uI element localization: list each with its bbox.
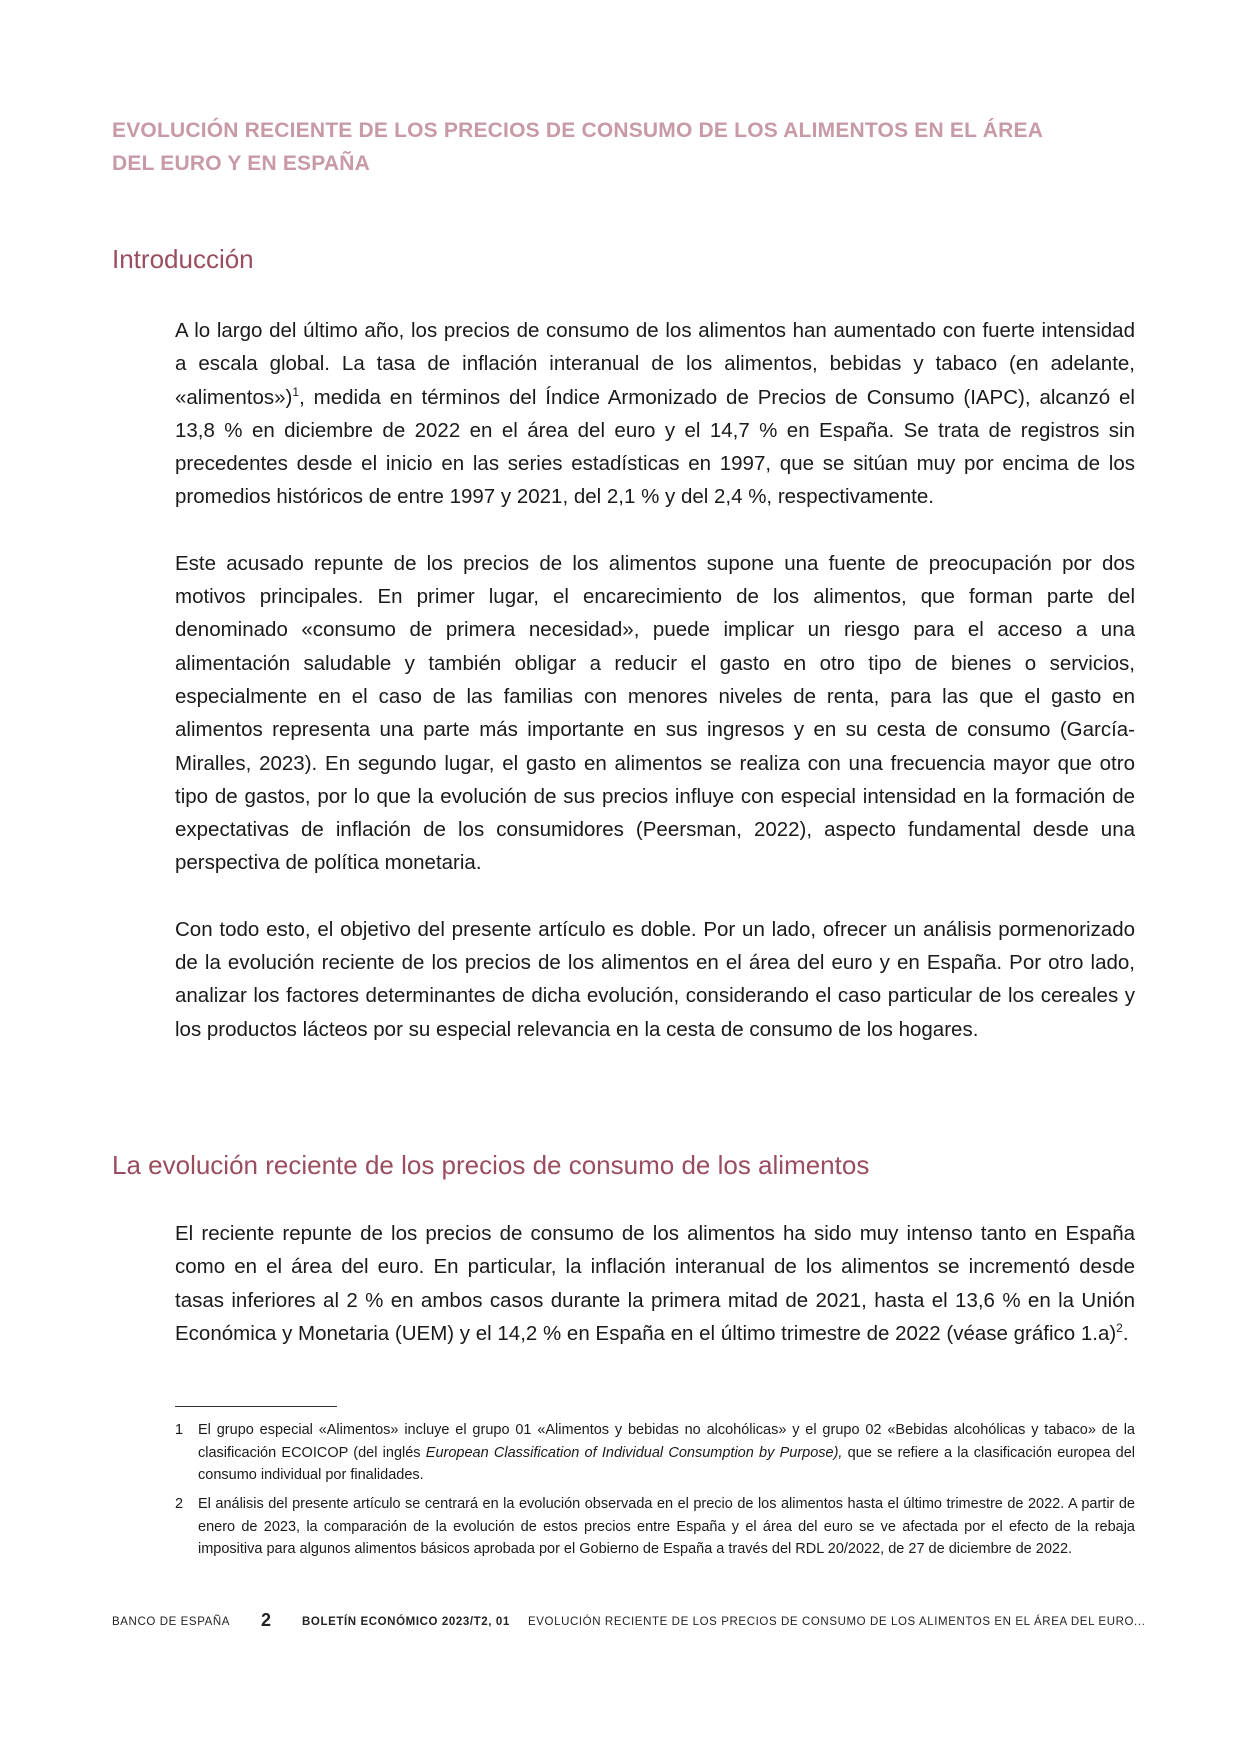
intro-body: [175, 314, 1135, 1046]
footer-issue: BOLETÍN ECONÓMICO 2023/T2, 01: [302, 1616, 510, 1628]
footer-running-title: EVOLUCIÓN RECIENTE DE LOS PRECIOS DE CONSUMO DE LOS ALIMENTOS EN EL ÁREA DEL EURO...: [528, 1616, 1146, 1628]
footnote-text: El análisis del presente artículo se centrará en la evolución observada en el precio de los alimentos hasta el último trimestre de 2022. A partir de enero de 2023, la comparación de la evolución de estos precios entre España y el área del euro se ve afectada por el efecto de la rebaja impositiva para algunos alimentos básicos aprobada por el Gobierno de España a través del RDL 20/2022, de 27 de diciembre de 2022.: [198, 1496, 1135, 1557]
section-title-evolucion: La evolución reciente de los precios de consumo de los alimentos: [112, 1150, 870, 1180]
paragraph: Con todo esto, el objetivo del presente artículo es doble. Por un lado, ofrecer un análisis pormenorizado de la evolución reciente de los precios de los alimentos en el área del euro y en España. Por otro lado, analizar los factores determinantes de dicha evolución, considerando el caso particular de los cereales y los productos lácteos por su especial relevancia en la cesta de consumo de los hogares.: [175, 917, 1135, 1041]
paragraph-text: , medida en términos del Índice Armonizado de Precios de Consumo (IAPC), alcanzó el 13,8 % en diciembre de 2022 en el área del euro y el 14,7 % en España. Se trata de registros sin precedentes desde el inicio en las series estadísticas en 1997, que se sitúan muy por encima de los promedios históricos de entre 1997 y 2021, del 2,1 % y del 2,4 %, respectivamente.: [175, 385, 1135, 509]
page-number: 2: [261, 1610, 272, 1630]
footnote-number: 1: [175, 1422, 184, 1438]
evolucion-body: [175, 1217, 1135, 1350]
kicker-line-1: EVOLUCIÓN RECIENTE DE LOS PRECIOS DE CONSUMO DE LOS ALIMENTOS EN EL ÁREA: [112, 119, 1044, 142]
paragraph: [175, 314, 1135, 514]
footnote-ref[interactable]: 2: [1116, 1321, 1123, 1336]
section-title-introduccion: Introducción: [112, 244, 254, 274]
footnote-1: [175, 1419, 1135, 1487]
footnote-2: [175, 1493, 1135, 1561]
paragraph-text: El reciente repunte de los precios de consumo de los alimentos ha sido muy intenso tanto en España como en el área del euro. En particular, la inflación interanual de los alimentos se incrementó desde tasas inferiores al 2 % en ambos casos durante la primera mitad de 2021, hasta el 13,6 % en la Unión Económica y Monetaria (UEM) y el 14,2 % en España en el último trimestre de 2022 (véase gráfico 1.a): [175, 1222, 1135, 1345]
footnote-number: 2: [175, 1496, 184, 1512]
footer-institution: BANCO DE ESPAÑA: [112, 1616, 231, 1628]
paragraph-text: A lo largo del último año, los precios de consumo de los alimentos han aumentado con fuerte intensidad a escala global. La tasa de inflación interanual de los alimentos, bebidas y tabaco (en adelante, «alimentos»): [175, 319, 1135, 409]
paragraph-text: .: [1122, 1321, 1129, 1345]
footnote-divider: [175, 1406, 337, 1407]
page-footer: [112, 1610, 1146, 1634]
kicker-line-2: DEL EURO Y EN ESPAÑA: [112, 152, 371, 175]
footnote-italic-term: European Classification of Individual Consumption by Purpose),: [425, 1444, 843, 1461]
article-kicker-title: [112, 114, 1132, 180]
footnote-ref[interactable]: 1: [292, 384, 300, 399]
paragraph: [175, 1217, 1135, 1350]
footnote-text: [198, 1419, 1135, 1487]
footnote-text-part: que se refiere a la clasificación europea del consumo individual por finalidades.: [198, 1444, 1135, 1483]
paragraph: Este acusado repunte de los precios de los alimentos supone una fuente de preocupación por dos motivos principales. En primer lugar, el encarecimiento de los alimentos, que forman parte del denominado «consumo de primera necesidad», puede implicar un riesgo para el acceso a una alimentación saludable y también obligar a reducir el gasto en otro tipo de bienes o servicios, especialmente en el caso de las familias con menores niveles de renta, para las que el gasto en alimentos representa una parte más importante en sus ingresos y en su cesta de consumo (García-Miralles, 2023). En segundo lugar, el gasto en alimentos se realiza con una frecuencia mayor que otro tipo de gastos, por lo que la evolución de sus precios influye con especial intensidad en la formación de expectativas de inflación de los consumidores (Peersman, 2022), aspecto fundamental desde una perspectiva de política monetaria.: [175, 551, 1135, 875]
footnote-text-part: El grupo especial «Alimentos» incluye el grupo 01 «Alimentos y bebidas no alcohólicas» y el grupo 02 «Bebidas alcohólicas y tabaco» de la clasificación ECOICOP (del inglés: [198, 1422, 1135, 1461]
